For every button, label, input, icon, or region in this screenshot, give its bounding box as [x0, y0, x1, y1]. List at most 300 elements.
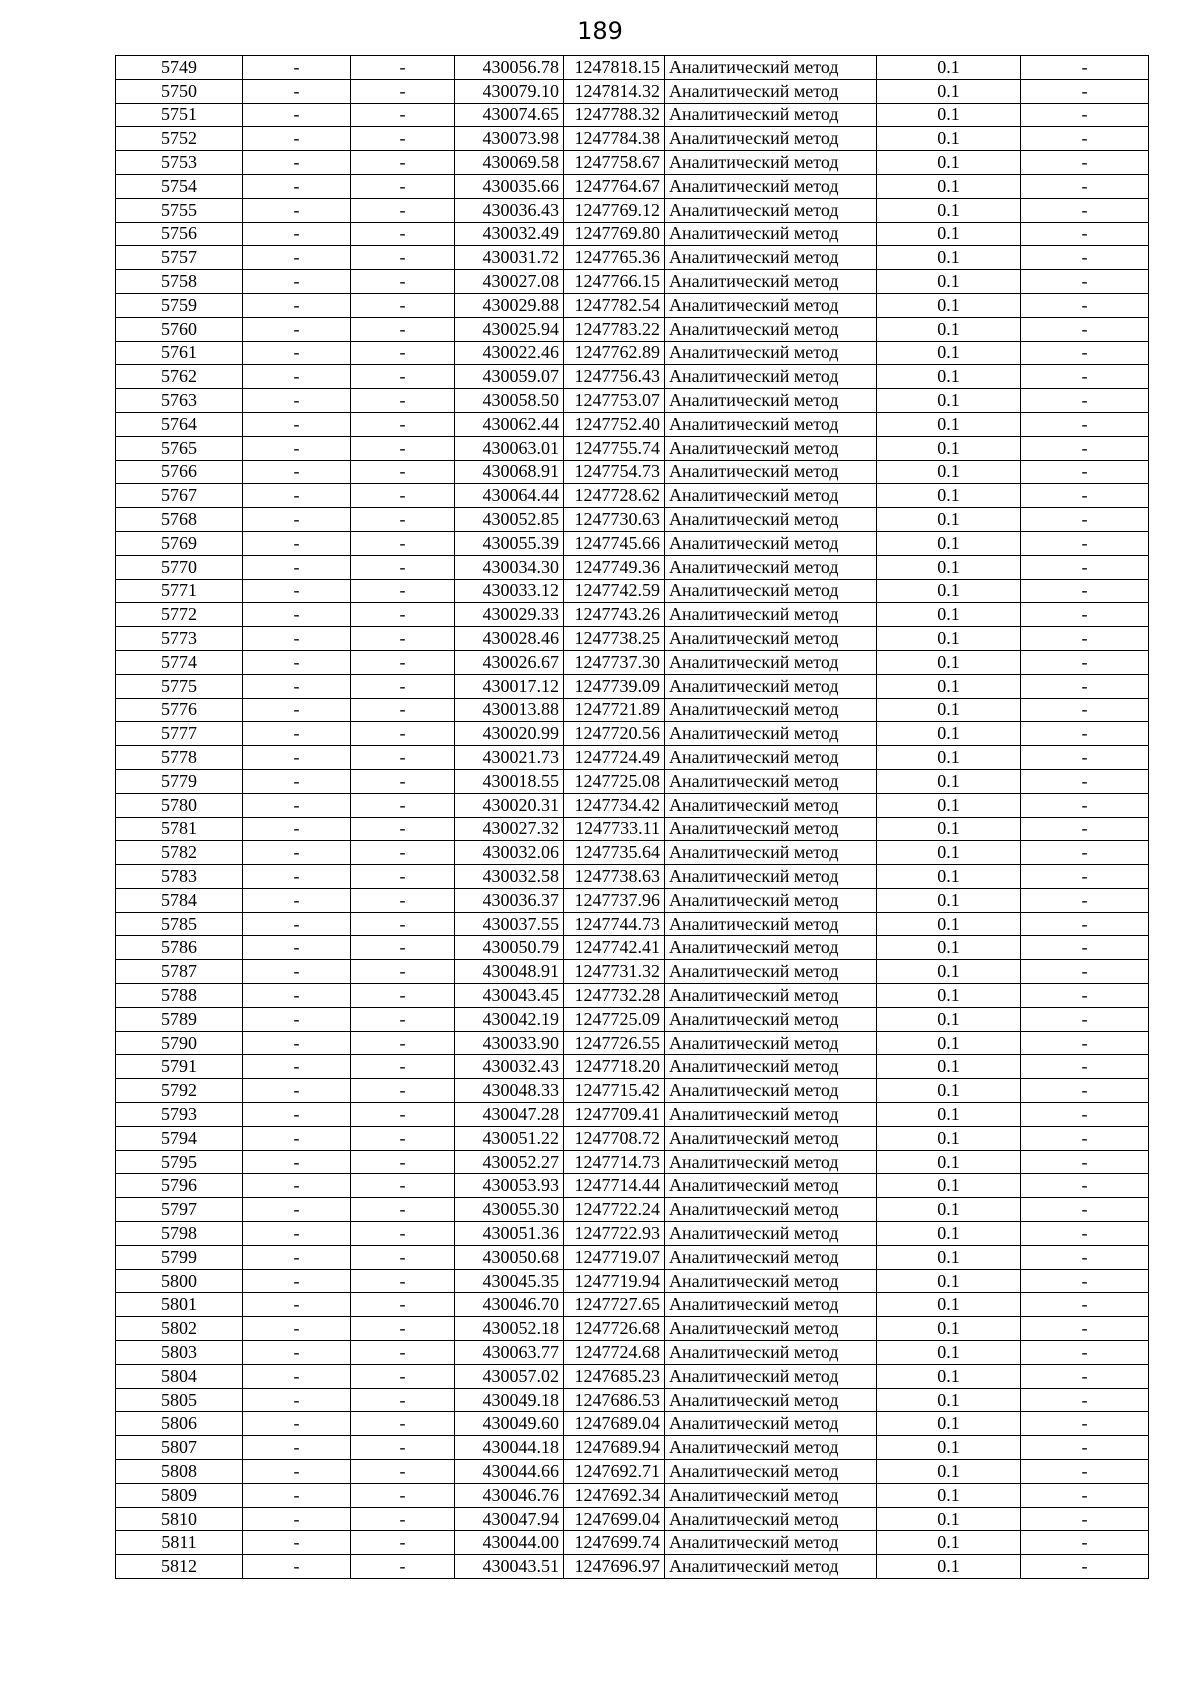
y-coordinate-cell: 1247699.74	[564, 1531, 665, 1555]
empty-cell: -	[243, 246, 351, 270]
method-cell: Аналитический метод	[665, 1531, 877, 1555]
empty-cell: -	[1021, 127, 1149, 151]
empty-cell: -	[1021, 1364, 1149, 1388]
method-cell: Аналитический метод	[665, 1245, 877, 1269]
accuracy-cell: 0.1	[877, 1341, 1021, 1365]
empty-cell: -	[351, 317, 455, 341]
table-row	[116, 436, 1149, 460]
accuracy-cell: 0.1	[877, 1507, 1021, 1531]
point-number-cell: 5781	[116, 817, 243, 841]
empty-cell: -	[351, 1341, 455, 1365]
empty-cell: -	[1021, 1007, 1149, 1031]
point-number-cell: 5786	[116, 936, 243, 960]
accuracy-cell: 0.1	[877, 1317, 1021, 1341]
table-row	[116, 365, 1149, 389]
accuracy-cell: 0.1	[877, 579, 1021, 603]
empty-cell: -	[351, 1483, 455, 1507]
empty-cell: -	[351, 1269, 455, 1293]
method-cell: Аналитический метод	[665, 793, 877, 817]
method-cell: Аналитический метод	[665, 769, 877, 793]
accuracy-cell: 0.1	[877, 246, 1021, 270]
method-cell: Аналитический метод	[665, 555, 877, 579]
empty-cell: -	[1021, 1412, 1149, 1436]
empty-cell: -	[243, 865, 351, 889]
x-coordinate-cell: 430033.12	[455, 579, 564, 603]
x-coordinate-cell: 430046.76	[455, 1483, 564, 1507]
y-coordinate-cell: 1247742.59	[564, 579, 665, 603]
point-number-cell: 5751	[116, 103, 243, 127]
empty-cell: -	[351, 722, 455, 746]
table-row	[116, 1222, 1149, 1246]
point-number-cell: 5770	[116, 555, 243, 579]
x-coordinate-cell: 430048.33	[455, 1079, 564, 1103]
empty-cell: -	[351, 1317, 455, 1341]
empty-cell: -	[351, 1293, 455, 1317]
method-cell: Аналитический метод	[665, 1007, 877, 1031]
empty-cell: -	[1021, 793, 1149, 817]
x-coordinate-cell: 430051.36	[455, 1222, 564, 1246]
empty-cell: -	[243, 317, 351, 341]
method-cell: Аналитический метод	[665, 936, 877, 960]
empty-cell: -	[1021, 555, 1149, 579]
y-coordinate-cell: 1247714.73	[564, 1150, 665, 1174]
accuracy-cell: 0.1	[877, 151, 1021, 175]
empty-cell: -	[243, 1436, 351, 1460]
y-coordinate-cell: 1247738.25	[564, 627, 665, 651]
method-cell: Аналитический метод	[665, 531, 877, 555]
empty-cell: -	[1021, 1293, 1149, 1317]
x-coordinate-cell: 430027.32	[455, 817, 564, 841]
empty-cell: -	[1021, 341, 1149, 365]
method-cell: Аналитический метод	[665, 246, 877, 270]
empty-cell: -	[1021, 484, 1149, 508]
point-number-cell: 5753	[116, 151, 243, 175]
empty-cell: -	[243, 1507, 351, 1531]
accuracy-cell: 0.1	[877, 222, 1021, 246]
y-coordinate-cell: 1247745.66	[564, 531, 665, 555]
table-row	[116, 1436, 1149, 1460]
point-number-cell: 5787	[116, 960, 243, 984]
x-coordinate-cell: 430049.60	[455, 1412, 564, 1436]
empty-cell: -	[243, 1555, 351, 1579]
empty-cell: -	[1021, 1031, 1149, 1055]
empty-cell: -	[243, 1222, 351, 1246]
empty-cell: -	[351, 531, 455, 555]
x-coordinate-cell: 430050.68	[455, 1245, 564, 1269]
empty-cell: -	[351, 174, 455, 198]
method-cell: Аналитический метод	[665, 222, 877, 246]
table-row	[116, 151, 1149, 175]
empty-cell: -	[351, 436, 455, 460]
table-row	[116, 1103, 1149, 1127]
point-number-cell: 5799	[116, 1245, 243, 1269]
table-row	[116, 341, 1149, 365]
method-cell: Аналитический метод	[665, 79, 877, 103]
empty-cell: -	[351, 508, 455, 532]
accuracy-cell: 0.1	[877, 865, 1021, 889]
empty-cell: -	[243, 1531, 351, 1555]
accuracy-cell: 0.1	[877, 674, 1021, 698]
method-cell: Аналитический метод	[665, 127, 877, 151]
empty-cell: -	[243, 1245, 351, 1269]
empty-cell: -	[243, 508, 351, 532]
x-coordinate-cell: 430043.51	[455, 1555, 564, 1579]
y-coordinate-cell: 1247737.96	[564, 888, 665, 912]
method-cell: Аналитический метод	[665, 56, 877, 80]
accuracy-cell: 0.1	[877, 1055, 1021, 1079]
accuracy-cell: 0.1	[877, 841, 1021, 865]
method-cell: Аналитический метод	[665, 270, 877, 294]
y-coordinate-cell: 1247724.68	[564, 1341, 665, 1365]
point-number-cell: 5749	[116, 56, 243, 80]
point-number-cell: 5765	[116, 436, 243, 460]
table-row	[116, 1293, 1149, 1317]
empty-cell: -	[351, 746, 455, 770]
empty-cell: -	[243, 817, 351, 841]
empty-cell: -	[243, 103, 351, 127]
y-coordinate-cell: 1247784.38	[564, 127, 665, 151]
empty-cell: -	[1021, 293, 1149, 317]
empty-cell: -	[351, 1555, 455, 1579]
point-number-cell: 5801	[116, 1293, 243, 1317]
method-cell: Аналитический метод	[665, 650, 877, 674]
method-cell: Аналитический метод	[665, 1555, 877, 1579]
empty-cell: -	[243, 1388, 351, 1412]
accuracy-cell: 0.1	[877, 793, 1021, 817]
y-coordinate-cell: 1247739.09	[564, 674, 665, 698]
table-row	[116, 1412, 1149, 1436]
empty-cell: -	[243, 79, 351, 103]
point-number-cell: 5760	[116, 317, 243, 341]
empty-cell: -	[351, 103, 455, 127]
empty-cell: -	[1021, 1245, 1149, 1269]
method-cell: Аналитический метод	[665, 1317, 877, 1341]
x-coordinate-cell: 430052.85	[455, 508, 564, 532]
empty-cell: -	[351, 1245, 455, 1269]
accuracy-cell: 0.1	[877, 365, 1021, 389]
table-row	[116, 531, 1149, 555]
empty-cell: -	[243, 1483, 351, 1507]
empty-cell: -	[1021, 888, 1149, 912]
y-coordinate-cell: 1247814.32	[564, 79, 665, 103]
method-cell: Аналитический метод	[665, 1079, 877, 1103]
y-coordinate-cell: 1247732.28	[564, 984, 665, 1008]
empty-cell: -	[1021, 627, 1149, 651]
empty-cell: -	[243, 198, 351, 222]
empty-cell: -	[243, 389, 351, 413]
empty-cell: -	[351, 198, 455, 222]
table-row	[116, 1364, 1149, 1388]
y-coordinate-cell: 1247731.32	[564, 960, 665, 984]
method-cell: Аналитический метод	[665, 579, 877, 603]
method-cell: Аналитический метод	[665, 436, 877, 460]
accuracy-cell: 0.1	[877, 341, 1021, 365]
x-coordinate-cell: 430029.33	[455, 603, 564, 627]
method-cell: Аналитический метод	[665, 1150, 877, 1174]
empty-cell: -	[1021, 769, 1149, 793]
accuracy-cell: 0.1	[877, 698, 1021, 722]
point-number-cell: 5762	[116, 365, 243, 389]
empty-cell: -	[351, 555, 455, 579]
empty-cell: -	[351, 1103, 455, 1127]
empty-cell: -	[1021, 936, 1149, 960]
empty-cell: -	[1021, 746, 1149, 770]
table-row	[116, 1245, 1149, 1269]
x-coordinate-cell: 430033.90	[455, 1031, 564, 1055]
y-coordinate-cell: 1247714.44	[564, 1174, 665, 1198]
method-cell: Аналитический метод	[665, 960, 877, 984]
x-coordinate-cell: 430029.88	[455, 293, 564, 317]
table-row	[116, 1341, 1149, 1365]
empty-cell: -	[351, 1460, 455, 1484]
method-cell: Аналитический метод	[665, 888, 877, 912]
table-row	[116, 56, 1149, 80]
empty-cell: -	[1021, 817, 1149, 841]
point-number-cell: 5756	[116, 222, 243, 246]
empty-cell: -	[243, 603, 351, 627]
accuracy-cell: 0.1	[877, 389, 1021, 413]
point-number-cell: 5811	[116, 1531, 243, 1555]
x-coordinate-cell: 430017.12	[455, 674, 564, 698]
empty-cell: -	[243, 1460, 351, 1484]
method-cell: Аналитический метод	[665, 1269, 877, 1293]
x-coordinate-cell: 430063.01	[455, 436, 564, 460]
y-coordinate-cell: 1247735.64	[564, 841, 665, 865]
table-row	[116, 936, 1149, 960]
point-number-cell: 5783	[116, 865, 243, 889]
accuracy-cell: 0.1	[877, 127, 1021, 151]
point-number-cell: 5769	[116, 531, 243, 555]
y-coordinate-cell: 1247788.32	[564, 103, 665, 127]
table-row	[116, 960, 1149, 984]
y-coordinate-cell: 1247730.63	[564, 508, 665, 532]
x-coordinate-cell: 430058.50	[455, 389, 564, 413]
empty-cell: -	[1021, 460, 1149, 484]
empty-cell: -	[243, 769, 351, 793]
empty-cell: -	[243, 1126, 351, 1150]
empty-cell: -	[351, 127, 455, 151]
point-number-cell: 5810	[116, 1507, 243, 1531]
x-coordinate-cell: 430027.08	[455, 270, 564, 294]
empty-cell: -	[243, 888, 351, 912]
accuracy-cell: 0.1	[877, 1031, 1021, 1055]
table-row	[116, 841, 1149, 865]
table-row	[116, 198, 1149, 222]
empty-cell: -	[351, 1388, 455, 1412]
empty-cell: -	[243, 174, 351, 198]
empty-cell: -	[1021, 1198, 1149, 1222]
empty-cell: -	[243, 1412, 351, 1436]
point-number-cell: 5776	[116, 698, 243, 722]
accuracy-cell: 0.1	[877, 1079, 1021, 1103]
x-coordinate-cell: 430056.78	[455, 56, 564, 80]
accuracy-cell: 0.1	[877, 293, 1021, 317]
empty-cell: -	[1021, 1460, 1149, 1484]
x-coordinate-cell: 430020.31	[455, 793, 564, 817]
empty-cell: -	[351, 1007, 455, 1031]
table-row	[116, 508, 1149, 532]
point-number-cell: 5778	[116, 746, 243, 770]
accuracy-cell: 0.1	[877, 912, 1021, 936]
accuracy-cell: 0.1	[877, 460, 1021, 484]
x-coordinate-cell: 430037.55	[455, 912, 564, 936]
empty-cell: -	[1021, 1317, 1149, 1341]
empty-cell: -	[243, 1079, 351, 1103]
empty-cell: -	[1021, 841, 1149, 865]
point-number-cell: 5773	[116, 627, 243, 651]
y-coordinate-cell: 1247766.15	[564, 270, 665, 294]
x-coordinate-cell: 430028.46	[455, 627, 564, 651]
accuracy-cell: 0.1	[877, 1293, 1021, 1317]
point-number-cell: 5766	[116, 460, 243, 484]
point-number-cell: 5792	[116, 1079, 243, 1103]
point-number-cell: 5789	[116, 1007, 243, 1031]
method-cell: Аналитический метод	[665, 1222, 877, 1246]
point-number-cell: 5772	[116, 603, 243, 627]
y-coordinate-cell: 1247725.08	[564, 769, 665, 793]
empty-cell: -	[1021, 1555, 1149, 1579]
empty-cell: -	[351, 627, 455, 651]
method-cell: Аналитический метод	[665, 1460, 877, 1484]
empty-cell: -	[243, 1317, 351, 1341]
x-coordinate-cell: 430032.58	[455, 865, 564, 889]
point-number-cell: 5750	[116, 79, 243, 103]
y-coordinate-cell: 1247742.41	[564, 936, 665, 960]
y-coordinate-cell: 1247719.94	[564, 1269, 665, 1293]
point-number-cell: 5755	[116, 198, 243, 222]
empty-cell: -	[243, 1055, 351, 1079]
empty-cell: -	[243, 1269, 351, 1293]
empty-cell: -	[351, 888, 455, 912]
empty-cell: -	[351, 56, 455, 80]
empty-cell: -	[1021, 389, 1149, 413]
y-coordinate-cell: 1247728.62	[564, 484, 665, 508]
y-coordinate-cell: 1247689.94	[564, 1436, 665, 1460]
method-cell: Аналитический метод	[665, 484, 877, 508]
method-cell: Аналитический метод	[665, 508, 877, 532]
method-cell: Аналитический метод	[665, 317, 877, 341]
point-number-cell: 5807	[116, 1436, 243, 1460]
method-cell: Аналитический метод	[665, 1103, 877, 1127]
empty-cell: -	[351, 1174, 455, 1198]
accuracy-cell: 0.1	[877, 1436, 1021, 1460]
empty-cell: -	[1021, 365, 1149, 389]
empty-cell: -	[1021, 436, 1149, 460]
accuracy-cell: 0.1	[877, 1483, 1021, 1507]
empty-cell: -	[351, 1531, 455, 1555]
empty-cell: -	[243, 270, 351, 294]
method-cell: Аналитический метод	[665, 1198, 877, 1222]
accuracy-cell: 0.1	[877, 1126, 1021, 1150]
y-coordinate-cell: 1247721.89	[564, 698, 665, 722]
x-coordinate-cell: 430047.28	[455, 1103, 564, 1127]
point-number-cell: 5793	[116, 1103, 243, 1127]
x-coordinate-cell: 430044.18	[455, 1436, 564, 1460]
method-cell: Аналитический метод	[665, 984, 877, 1008]
empty-cell: -	[1021, 246, 1149, 270]
table-row	[116, 1388, 1149, 1412]
accuracy-cell: 0.1	[877, 317, 1021, 341]
x-coordinate-cell: 430048.91	[455, 960, 564, 984]
table-row	[116, 793, 1149, 817]
method-cell: Аналитический метод	[665, 674, 877, 698]
empty-cell: -	[351, 1198, 455, 1222]
x-coordinate-cell: 430032.06	[455, 841, 564, 865]
empty-cell: -	[243, 436, 351, 460]
empty-cell: -	[351, 1126, 455, 1150]
point-number-cell: 5777	[116, 722, 243, 746]
x-coordinate-cell: 430022.46	[455, 341, 564, 365]
table-row	[116, 1055, 1149, 1079]
empty-cell: -	[1021, 960, 1149, 984]
empty-cell: -	[351, 793, 455, 817]
x-coordinate-cell: 430057.02	[455, 1364, 564, 1388]
method-cell: Аналитический метод	[665, 722, 877, 746]
empty-cell: -	[243, 674, 351, 698]
point-number-cell: 5768	[116, 508, 243, 532]
point-number-cell: 5790	[116, 1031, 243, 1055]
empty-cell: -	[351, 912, 455, 936]
y-coordinate-cell: 1247738.63	[564, 865, 665, 889]
method-cell: Аналитический метод	[665, 1293, 877, 1317]
accuracy-cell: 0.1	[877, 56, 1021, 80]
y-coordinate-cell: 1247733.11	[564, 817, 665, 841]
table-row	[116, 1507, 1149, 1531]
point-number-cell: 5780	[116, 793, 243, 817]
empty-cell: -	[1021, 1079, 1149, 1103]
accuracy-cell: 0.1	[877, 103, 1021, 127]
method-cell: Аналитический метод	[665, 627, 877, 651]
empty-cell: -	[1021, 1174, 1149, 1198]
table-row	[116, 722, 1149, 746]
empty-cell: -	[351, 341, 455, 365]
accuracy-cell: 0.1	[877, 1531, 1021, 1555]
method-cell: Аналитический метод	[665, 817, 877, 841]
x-coordinate-cell: 430018.55	[455, 769, 564, 793]
point-number-cell: 5803	[116, 1341, 243, 1365]
point-number-cell: 5812	[116, 1555, 243, 1579]
table-row	[116, 389, 1149, 413]
x-coordinate-cell: 430025.94	[455, 317, 564, 341]
table-row	[116, 412, 1149, 436]
x-coordinate-cell: 430013.88	[455, 698, 564, 722]
x-coordinate-cell: 430045.35	[455, 1269, 564, 1293]
empty-cell: -	[351, 460, 455, 484]
accuracy-cell: 0.1	[877, 270, 1021, 294]
point-number-cell: 5761	[116, 341, 243, 365]
accuracy-cell: 0.1	[877, 1222, 1021, 1246]
y-coordinate-cell: 1247744.73	[564, 912, 665, 936]
coordinates-table	[115, 55, 1149, 1579]
point-number-cell: 5791	[116, 1055, 243, 1079]
empty-cell: -	[351, 222, 455, 246]
empty-cell: -	[243, 960, 351, 984]
empty-cell: -	[243, 984, 351, 1008]
point-number-cell: 5784	[116, 888, 243, 912]
y-coordinate-cell: 1247722.24	[564, 1198, 665, 1222]
empty-cell: -	[1021, 174, 1149, 198]
point-number-cell: 5806	[116, 1412, 243, 1436]
empty-cell: -	[351, 79, 455, 103]
table-row	[116, 984, 1149, 1008]
point-number-cell: 5782	[116, 841, 243, 865]
empty-cell: -	[243, 793, 351, 817]
point-number-cell: 5754	[116, 174, 243, 198]
empty-cell: -	[351, 246, 455, 270]
table-row	[116, 1150, 1149, 1174]
accuracy-cell: 0.1	[877, 1555, 1021, 1579]
empty-cell: -	[351, 293, 455, 317]
